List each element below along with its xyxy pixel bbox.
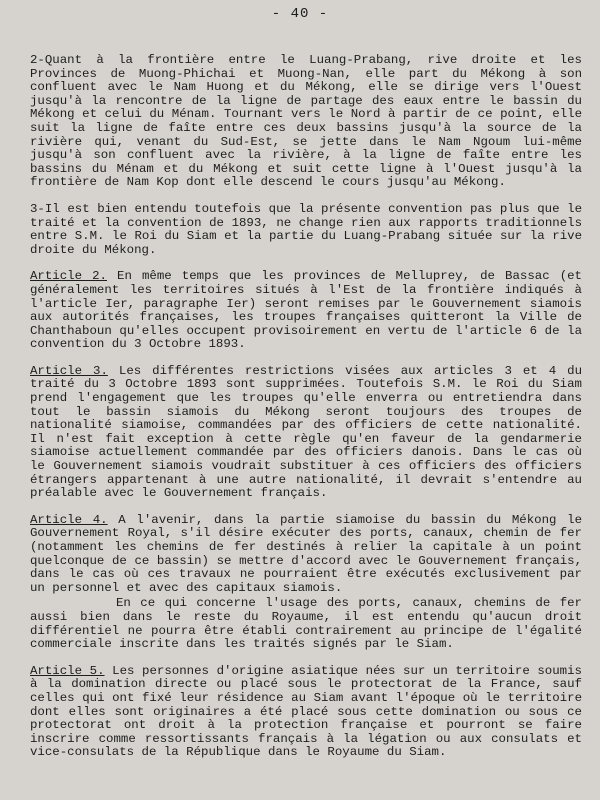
article-text: A l'avenir, dans la partie siamoise du bassin du Mékong le Gouvernement Royal, s'il désire exécuter des ports, canaux, chemin de fer (notamment les chemins de fer destinés à relier la capitale à un point quelconque de ce bassin) se mettre d'accord avec le Gouvernement français, dans le cas où ces travaux ne pourraient être exécutés exclusivement par un personnel et avec des capitaux siamois. <box>30 512 583 595</box>
article-2 <box>30 270 582 352</box>
paragraph-2 <box>30 54 582 190</box>
article-heading: Article 4. <box>30 512 108 527</box>
paragraph-text: 3-Il est bien entendu toutefois que la présente convention pas plus que le traité et la convention de 1893, ne change rien aux rapports traditionnels entre S.M. le Roi du Siam et la partie du Luang-Prabang située sur la rive droite du Mékong. <box>30 201 582 257</box>
article-text: En même temps que les provinces de Melluprey, de Bassac (et généralement les territoires situés à l'Est de la frontière indiqués à l'article Ier, paragraphe Ier) seront remises par le Gouvernement siamois aux autorités françaises, les troupes françaises quitteront la Ville de Chanthaboun qu'elles occupent provisoirement en vertu de l'article 6 de la convention du 3 Octobre 1893. <box>30 269 582 352</box>
article-3 <box>30 365 582 501</box>
article-heading: Article 3. <box>30 363 108 378</box>
article-4 <box>30 514 582 596</box>
document-body <box>30 54 582 773</box>
paragraph-3 <box>30 203 582 257</box>
article-text: Les différentes restrictions visées aux articles 3 et 4 du traité du 3 Octobre 1893 sont supprimées. Toutefois S.M. le Roi du Siam prend l'engagement que les troupes qu'elle enverra ou entretiendra dans tout le bassin siamois du Mékong seront toujours des troupes de nationalité siamoise, commandées par des officiers de cette nationalité. Il n'est fait exception à cette règle qu'en faveur de la gendarmerie siamoise actuellement commandée par des officiers danois. Dans le cas où le Gouvernement siamois voudrait substituer à ces officiers des officiers étrangers appartenant à une autre nationalité, il devrait s'entendre au préalable avec le Gouvernement français. <box>30 363 583 501</box>
page-number: - 40 - <box>271 6 329 22</box>
article-heading: Article 5. <box>30 663 105 678</box>
paragraph-text: 2-Quant à la frontière entre le Luang-Prabang, rive droite et les Provinces de Muong-Phichai et Muong-Nan, elle part du Mékong à son confluent avec le Nam Huong et du Mékong, elle se dirige vers l'Ouest jusqu'à la rencontre de la ligne de partage des eaux entre le bassin du Mékong et celui du Ménam. Tournant vers le Nord à partir de ce point, elle suit la ligne de faîte entre ces deux bassins jusqu'à la source de la rivière qui, venant du Sud-Est, se jette dans le Nam Ngoum lui-même jusqu'à son confluent avec la rivière, à la ligne de faîte entre les bassins du Ménam et du Mékong et suit cette ligne à l'Ouest jusqu'à la frontière de Nam Kop dont elle descend le cours jusqu'au Mékong. <box>30 53 582 190</box>
article-text: Les personnes d'origine asiatique nées sur un territoire soumis à la domination directe ou placé sous le protectorat de la France, sauf celles qui ont fixé leur résidence au Siam avant l'époque où le territoire dont elles sont originaires a été placé sous cette domination ou sous ce protectorat ont droit à la protection française et pourront se faire inscrire comme ressortissants français à la légation ou aux consulats et vice-consulats de la République dans le Royaume du Siam. <box>30 663 582 760</box>
article-5 <box>30 665 582 760</box>
paragraph-text: En ce qui concerne l'usage des ports, canaux, chemins de fer aussi bien dans le reste du Royaume, il est entendu qu'aucun droit différentiel ne pourra être établi contrairement au principe de l'égalité commerciale inscrite dans les traités signés par le Siam. <box>30 596 582 652</box>
article-4-continuation <box>30 597 582 651</box>
article-heading: Article 2. <box>30 269 107 284</box>
